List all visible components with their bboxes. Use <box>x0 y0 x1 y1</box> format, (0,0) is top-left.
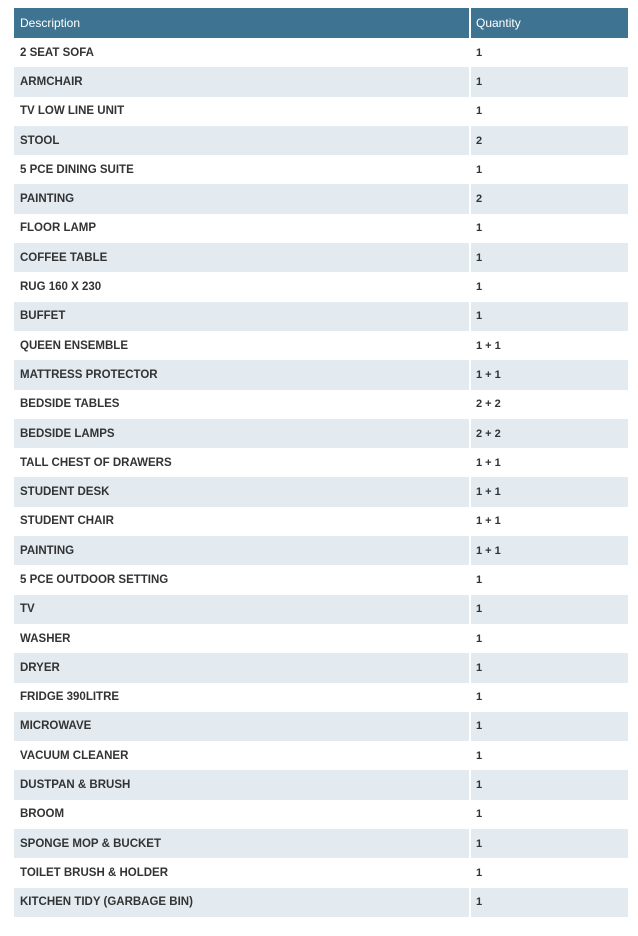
table-row <box>14 360 628 389</box>
item-description: ARMCHAIR <box>14 67 470 96</box>
item-quantity: 1 <box>470 302 628 331</box>
item-description: DUSTPAN & BRUSH <box>14 770 470 799</box>
item-description: 5 PCE DINING SUITE <box>14 155 470 184</box>
item-quantity: 1 <box>470 741 628 770</box>
table-row <box>14 272 628 301</box>
table-row <box>14 184 628 213</box>
item-description: VACUUM CLEANER <box>14 741 470 770</box>
table-row <box>14 448 628 477</box>
item-description: PAINTING <box>14 536 470 565</box>
item-quantity: 1 <box>470 155 628 184</box>
description-column-header: Description <box>14 8 470 38</box>
item-quantity: 1 + 1 <box>470 477 628 506</box>
table-row <box>14 712 628 741</box>
table-row <box>14 477 628 506</box>
item-quantity: 1 <box>470 243 628 272</box>
item-quantity: 1 + 1 <box>470 448 628 477</box>
item-quantity: 1 <box>470 624 628 653</box>
item-description: BROOM <box>14 800 470 829</box>
item-quantity: 1 <box>470 800 628 829</box>
item-description: BEDSIDE LAMPS <box>14 419 470 448</box>
table-row <box>14 888 628 917</box>
item-description: COFFEE TABLE <box>14 243 470 272</box>
item-quantity: 1 <box>470 653 628 682</box>
item-quantity: 1 <box>470 595 628 624</box>
table-row <box>14 536 628 565</box>
item-description: FRIDGE 390LITRE <box>14 683 470 712</box>
item-description: BEDSIDE TABLES <box>14 390 470 419</box>
item-description: 2 SEAT SOFA <box>14 38 470 67</box>
quantity-column-header: Quantity <box>470 8 628 38</box>
table-row <box>14 624 628 653</box>
item-description: FLOOR LAMP <box>14 214 470 243</box>
item-quantity: 2 <box>470 126 628 155</box>
item-description: TALL CHEST OF DRAWERS <box>14 448 470 477</box>
table-row <box>14 38 628 67</box>
table-row <box>14 67 628 96</box>
table-row <box>14 126 628 155</box>
item-description: QUEEN ENSEMBLE <box>14 331 470 360</box>
item-description: BUFFET <box>14 302 470 331</box>
item-quantity: 1 <box>470 770 628 799</box>
inventory-table <box>14 8 628 917</box>
table-row <box>14 829 628 858</box>
item-description: DRYER <box>14 653 470 682</box>
item-quantity: 1 <box>470 67 628 96</box>
item-quantity: 2 + 2 <box>470 419 628 448</box>
table-row <box>14 97 628 126</box>
item-quantity: 1 + 1 <box>470 536 628 565</box>
item-description: RUG 160 X 230 <box>14 272 470 301</box>
item-quantity: 1 <box>470 97 628 126</box>
table-row <box>14 331 628 360</box>
table-body <box>14 38 628 917</box>
item-description: STOOL <box>14 126 470 155</box>
item-description: STUDENT CHAIR <box>14 507 470 536</box>
table-header <box>14 8 628 38</box>
table-row <box>14 155 628 184</box>
table-row <box>14 770 628 799</box>
item-quantity: 1 + 1 <box>470 360 628 389</box>
item-quantity: 1 <box>470 888 628 917</box>
item-quantity: 2 + 2 <box>470 390 628 419</box>
item-description: SPONGE MOP & BUCKET <box>14 829 470 858</box>
table-row <box>14 858 628 887</box>
table-row <box>14 419 628 448</box>
table-row <box>14 595 628 624</box>
item-description: PAINTING <box>14 184 470 213</box>
item-description: WASHER <box>14 624 470 653</box>
item-quantity: 1 + 1 <box>470 331 628 360</box>
item-description: TV <box>14 595 470 624</box>
item-quantity: 1 <box>470 565 628 594</box>
item-description: TOILET BRUSH & HOLDER <box>14 858 470 887</box>
table-row <box>14 243 628 272</box>
item-quantity: 1 <box>470 829 628 858</box>
table-row <box>14 653 628 682</box>
table-row <box>14 390 628 419</box>
table-row <box>14 683 628 712</box>
item-description: 5 PCE OUTDOOR SETTING <box>14 565 470 594</box>
item-quantity: 1 <box>470 858 628 887</box>
item-quantity: 1 <box>470 712 628 741</box>
item-quantity: 1 <box>470 683 628 712</box>
item-quantity: 1 <box>470 214 628 243</box>
item-description: MICROWAVE <box>14 712 470 741</box>
item-quantity: 2 <box>470 184 628 213</box>
table-row <box>14 800 628 829</box>
item-quantity: 1 + 1 <box>470 507 628 536</box>
table-row <box>14 741 628 770</box>
header-row <box>14 8 628 38</box>
item-description: STUDENT DESK <box>14 477 470 506</box>
table-row <box>14 302 628 331</box>
table-row <box>14 507 628 536</box>
item-description: TV LOW LINE UNIT <box>14 97 470 126</box>
item-description: MATTRESS PROTECTOR <box>14 360 470 389</box>
item-quantity: 1 <box>470 38 628 67</box>
table-row <box>14 214 628 243</box>
table-row <box>14 565 628 594</box>
item-description: KITCHEN TIDY (GARBAGE BIN) <box>14 888 470 917</box>
item-quantity: 1 <box>470 272 628 301</box>
